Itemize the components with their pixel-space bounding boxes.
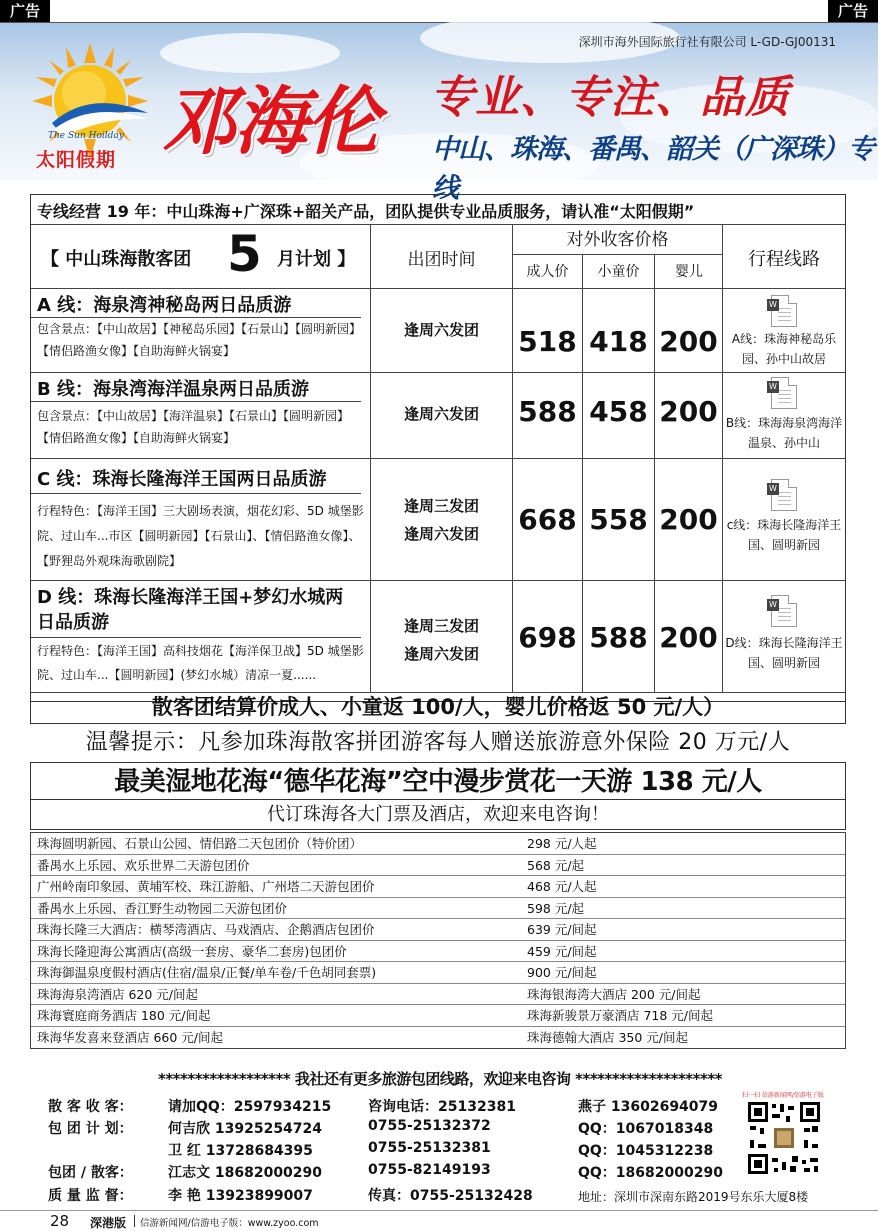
booking-banner: 代订珠海各大门票及酒店，欢迎来电咨询！	[30, 800, 846, 830]
package-price: 900 元/间起	[527, 965, 597, 980]
word-document-icon[interactable]	[771, 295, 797, 327]
itinerary-header: 行程线路	[748, 249, 820, 270]
hotel-left: 珠海华发喜来登酒店 660 元/间起	[37, 1029, 224, 1045]
plan-title-post: 月计划 】	[277, 249, 356, 270]
child-price: 418	[589, 325, 648, 358]
route-desc: 包含景点：【中山故居】【神秘岛乐园】【石景山】【圆明新园】【情侣路渔女像】【自助海鲜火锅宴】	[37, 322, 362, 358]
departure-day-1: 逢周三发团	[403, 617, 479, 635]
header-banner	[0, 22, 878, 204]
route-table	[30, 194, 846, 702]
plan-title-cell	[31, 225, 371, 288]
route-desc: 行程特色：【海洋王国】高科技烟花【海洋保卫战】5D 城堡影院、过山车...【圆明新园】(梦幻水城）清凉一夏......	[37, 644, 364, 682]
word-document-icon[interactable]	[771, 595, 797, 627]
child-price: 558	[589, 503, 648, 536]
hotel-row	[31, 1027, 845, 1049]
adult-price: 588	[518, 395, 577, 428]
adult-price: 698	[518, 621, 577, 654]
footer	[0, 1210, 878, 1230]
contact-col-1: 李 艳 13923899007	[168, 1188, 313, 1204]
adult-price: 668	[518, 503, 577, 536]
hotel-left: 珠海海泉湾酒店 620 元/间起	[37, 986, 199, 1002]
package-list	[30, 832, 846, 1049]
qr-caption: 扫一扫 信游新闻网/信游电子版	[742, 1092, 824, 1099]
list-item	[31, 962, 845, 984]
contact-label: 质 量 监 督：	[48, 1188, 133, 1204]
company-name: 深圳市海外国际旅行社有限公司 L-GD-GJ00131	[578, 35, 836, 49]
list-item	[31, 941, 845, 963]
route-row-a	[31, 289, 845, 373]
contact-label: 包 团 计 划：	[48, 1121, 133, 1137]
departure-header-cell	[371, 225, 513, 288]
departure-day-2: 逢周六发团	[403, 645, 479, 663]
package-price: 298 元/人起	[527, 836, 597, 851]
list-item	[31, 855, 845, 877]
list-item	[31, 919, 845, 941]
package-price: 468 元/人起	[527, 879, 597, 894]
ad-tag-left: 广告	[0, 0, 50, 22]
package-name: 广州岭南印象园、黄埔军校、珠江游船、广州塔二天游包团价	[37, 879, 375, 894]
infant-header: 婴儿	[675, 264, 703, 280]
infant-price: 200	[659, 621, 718, 654]
contact-col-1: 请加QQ：2597934215	[168, 1099, 332, 1115]
address: 地址：深圳市深南东路2019号东乐大厦8楼	[578, 1190, 809, 1204]
table-header-row	[31, 225, 845, 289]
footer-site: 信游新闻网/信游电子版：www.zyoo.com	[140, 1218, 319, 1229]
departure-day: 逢周六发团	[403, 321, 479, 339]
logo-chinese-text: 太阳假期	[36, 149, 117, 171]
route-desc: 行程特色：【海洋王国】三大剧场表演，烟花幻彩、5D 城堡影院、过山车...市区【圆明新园】【石景山】、【情侣路渔女像】、【野狸岛外观珠海歌剧院】	[37, 504, 364, 568]
plan-month: 5	[227, 225, 262, 283]
word-document-icon[interactable]	[771, 479, 797, 511]
itinerary-note: A线：珠海神秘岛乐园、孙中山故居	[731, 332, 837, 366]
hotel-right: 珠海新骏景万豪酒店 718 元/间起	[527, 1008, 714, 1023]
hotel-row	[31, 1005, 845, 1027]
adult-price: 518	[518, 325, 577, 358]
list-item	[31, 898, 845, 920]
list-item	[31, 833, 845, 855]
sun-logo-icon	[30, 41, 150, 161]
contact-col-2: 传真：0755-25132428	[368, 1188, 533, 1204]
contact-col-2: 咨询电话：25132381	[368, 1099, 516, 1115]
departure-day-1: 逢周三发团	[403, 497, 479, 515]
ad-tag-right: 广告	[828, 0, 878, 22]
package-price: 598 元/起	[527, 900, 585, 916]
hotel-row	[31, 984, 845, 1006]
price-header-cell	[513, 225, 723, 288]
package-price: 568 元/起	[527, 857, 585, 873]
departure-day: 逢周六发团	[403, 405, 479, 423]
route-desc: 包含景点：【中山故居】【海洋温泉】【石景山】【圆明新园】【情侣路渔女像】【自助海鲜火锅宴】	[37, 409, 350, 445]
package-name: 番禺水上乐园、欢乐世界二天游包团价	[37, 857, 250, 873]
contact-col-1: 何吉欣 13925254724	[168, 1121, 323, 1137]
child-price: 458	[589, 395, 648, 428]
package-name: 珠海长隆迎海公寓酒店(高级一套房、豪华二套房)包团价	[37, 943, 347, 959]
route-row-c	[31, 459, 845, 581]
child-header: 小童价	[583, 255, 655, 288]
contact-col-3: QQ：18682000290	[578, 1165, 723, 1181]
contact-col-3: QQ：1045312238	[578, 1143, 714, 1159]
itinerary-note: B线：珠海海泉湾海洋温泉、孙中山	[725, 416, 843, 450]
word-document-icon[interactable]	[771, 377, 797, 409]
price-group-header: 对外收客价格	[513, 225, 722, 255]
child-price: 588	[589, 621, 648, 654]
slogan: 专业、专注、品质	[430, 72, 790, 123]
adult-header: 成人价	[513, 255, 583, 288]
contact-col-2: 0755-25132381	[368, 1140, 491, 1156]
route-title: A 线：海泉湾神秘岛两日品质游	[37, 295, 292, 316]
itinerary-note: c线：珠海长隆海洋王国、圆明新园	[726, 518, 842, 552]
intro-row	[31, 195, 845, 225]
hotel-right: 珠海德翰大酒店 350 元/间起	[527, 1029, 689, 1045]
plan-title-pre: 【 中山珠海散客团	[41, 249, 192, 270]
route-row-b	[31, 373, 845, 459]
contact-col-1: 卫 红 13728684395	[168, 1143, 313, 1159]
infant-price: 200	[659, 325, 718, 358]
package-name: 珠海御温泉度假村酒店(住宿/温泉/正餐/单车卷/千色胡同套票)	[37, 965, 377, 980]
brand-name: 邓海伦	[162, 79, 378, 165]
route-title: D 线：珠海长隆海洋王国+梦幻水城两日品质游	[37, 587, 344, 633]
package-name: 珠海长隆三大酒店：横琴湾酒店、马戏酒店、企鹅酒店包团价	[37, 922, 375, 937]
logo-english-text: The Sun Hoilday	[48, 131, 124, 141]
contact-col-1: 江志文 18682000290	[168, 1165, 323, 1181]
departure-day-2: 逢周六发团	[403, 525, 479, 543]
page-number: 28	[50, 1212, 70, 1230]
contact-col-2: 0755-82149193	[368, 1162, 491, 1178]
package-name: 珠海圆明新园、石景山公园、情侣路二天包团价（特价团）	[37, 836, 363, 851]
route-subline: 中山、珠海、番禺、韶关（广深珠）专线	[432, 134, 874, 204]
infant-price: 200	[659, 503, 718, 536]
departure-header: 出团时间	[407, 250, 476, 270]
insurance-tip: 温馨提示：凡参加珠海散客拼团游客每人赠送旅游意外保险 20 万元/人	[85, 730, 791, 755]
route-row-d	[31, 581, 845, 693]
itinerary-note: D线：珠海长隆海洋王国、圆明新园	[725, 636, 843, 670]
edition: 深港版	[90, 1216, 127, 1230]
hotel-right: 珠海银海湾大酒店 200 元/间起	[527, 986, 701, 1002]
more-routes-banner: ****************** 我社还有更多旅游包团线路，欢迎来电咨询 ********************	[157, 1070, 723, 1088]
contact-label: 包团 / 散客：	[48, 1165, 133, 1181]
hotel-left: 珠海寰庭商务酒店 180 元/间起	[37, 1008, 211, 1023]
intro-text: 专线经营 19 年：中山珠海+广深珠+韶关产品，团队提供专业品质服务，请认准“太阳假期”	[37, 202, 695, 221]
route-title: C 线：珠海长隆海洋王国两日品质游	[37, 469, 327, 490]
contact-label: 散 客 收 客：	[48, 1099, 133, 1115]
package-price: 459 元/间起	[527, 943, 597, 959]
rebate-banner: 散客团结算价成人、小童返 100/人，婴儿价格返 50 元/人）	[30, 692, 846, 724]
qr-code-icon[interactable]	[746, 1100, 822, 1176]
contact-col-2: 0755-25132372	[368, 1118, 491, 1134]
package-price: 639 元/间起	[527, 922, 597, 937]
contact-col-3: QQ：1067018348	[578, 1121, 714, 1137]
list-item	[31, 876, 845, 898]
feature-trip: 最美湿地花海“德华花海”空中漫步赏花一天游 138 元/人	[30, 762, 846, 800]
package-name: 番禺水上乐园、香江野生动物园二天游包团价	[37, 900, 288, 916]
contact-col-3: 燕子 13602694079	[578, 1099, 719, 1115]
route-title: B 线：海泉湾海洋温泉两日品质游	[37, 379, 309, 400]
infant-price: 200	[659, 395, 718, 428]
